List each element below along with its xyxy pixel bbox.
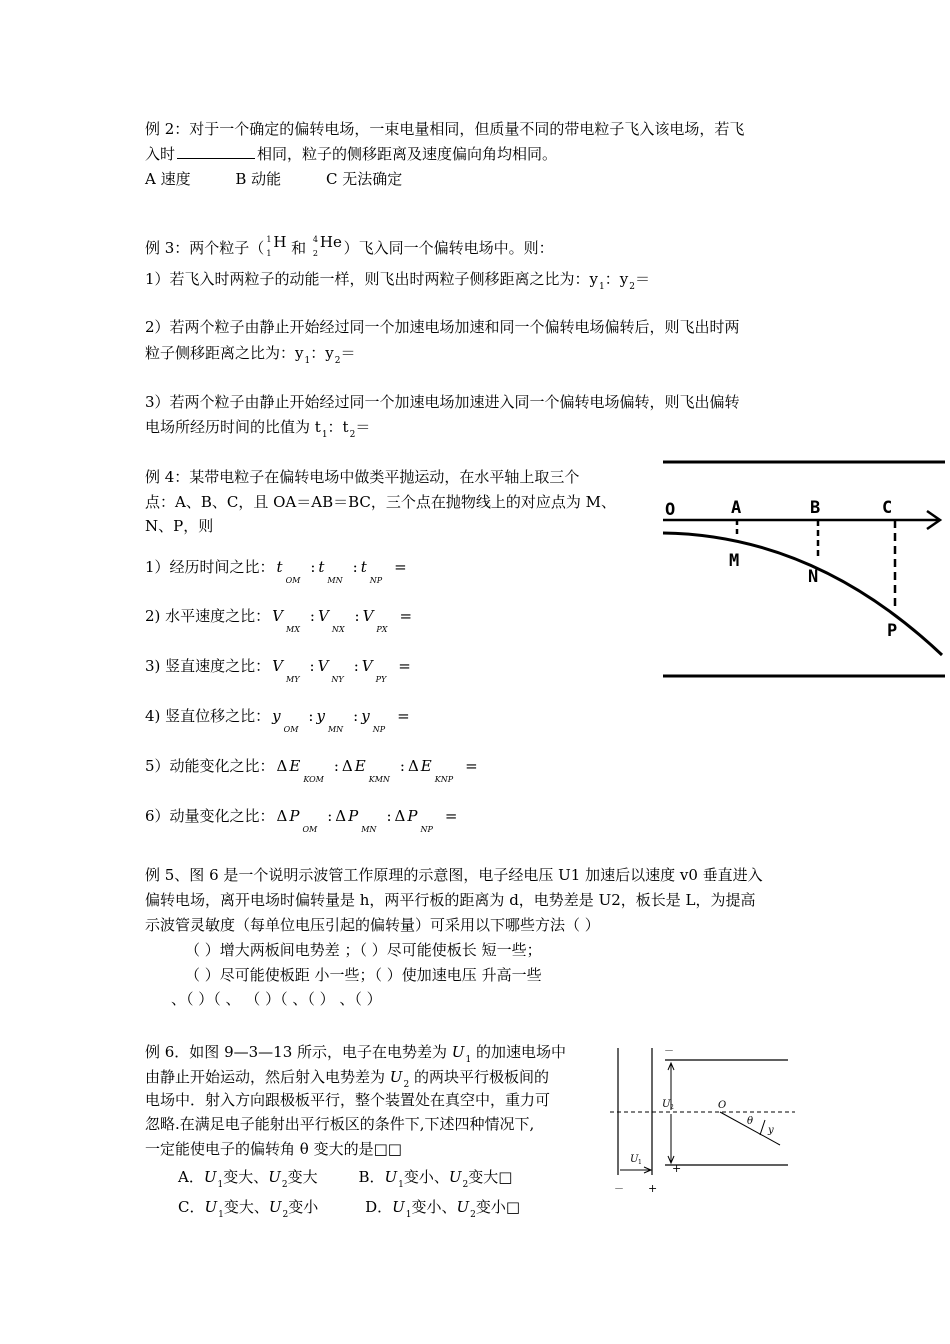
ratio-subscript: PY: [375, 675, 387, 684]
sub-2: 2: [403, 1080, 410, 1090]
ex2-line1: 例 2：对于一个确定的偏转电场，一束电量相同，但质量不同的带电粒子飞入该电场，若飞: [145, 120, 745, 138]
ex2-line2-pre: 入时: [145, 145, 176, 163]
sub-2: 2: [462, 1180, 469, 1190]
ex3-q3-text: 电场所经历时间的比值为 t: [145, 418, 321, 436]
ratio-label: 4) 竖直位移之比：: [145, 707, 271, 725]
sub-1: 1: [599, 282, 605, 292]
option-c-end: 变小: [288, 1198, 319, 1216]
option-d-label: D．: [365, 1198, 393, 1216]
ratio-symbol: P: [289, 807, 300, 825]
h-symbol: H: [273, 233, 287, 251]
ex6-line3: 电场中．射入方向跟极板平行，整个装置处在真空中，重力可: [145, 1091, 551, 1109]
oscilloscope-diagram: [610, 1040, 800, 1200]
plus-left: +: [648, 1182, 658, 1195]
ratio-colon: :: [309, 607, 315, 625]
sub-1: 1: [218, 1210, 224, 1220]
ratio-symbol: V: [362, 607, 374, 625]
ratio-equals: =: [399, 607, 413, 625]
ratio-symbol: P: [348, 807, 359, 825]
ratio-symbol: E: [289, 757, 301, 775]
ratio-subscript: KOM: [303, 775, 324, 784]
var-u: U: [203, 1168, 217, 1186]
sub-2: 2: [470, 1210, 476, 1220]
option-d-end: 变小□: [475, 1198, 521, 1216]
minus-left: －: [614, 1184, 624, 1195]
label-b: B: [810, 498, 821, 518]
ex2-options: [145, 168, 402, 190]
ex4-line2: 点：A、B、C，且 OA＝AB＝BC，三个点在抛物线上的对应点为 M、: [145, 493, 616, 511]
var-u: U: [392, 1198, 405, 1216]
ratio-subscript: MN: [327, 725, 344, 734]
parabola-diagram: [655, 455, 950, 685]
sub-2: 2: [334, 356, 341, 366]
ratio-subscript: NX: [331, 625, 345, 634]
ex3-q2-end: ＝: [340, 344, 356, 362]
ex3-q1-text: 1）若飞入时两粒子的动能一样，则飞出时两粒子侧移距离之比为：y: [145, 270, 599, 288]
ratio-subscript: PX: [376, 625, 388, 634]
ratio-subscript: MN: [361, 825, 377, 834]
ex2-option-a: A 速度: [145, 170, 191, 188]
sub-1: 1: [321, 430, 328, 440]
ratio-subscript: MX: [286, 625, 300, 634]
ratio-symbol: V: [272, 657, 284, 675]
ratio-label: 1）经历时间之比：: [145, 558, 275, 576]
ex3-q1: [145, 268, 650, 293]
sub-1: 1: [304, 356, 311, 366]
ex4-ratio-row: [145, 705, 412, 734]
ratio-symbol: y: [272, 707, 281, 725]
var-u: U: [268, 1168, 281, 1186]
ratio-colon: :: [399, 757, 405, 775]
label-u1: U: [630, 1154, 639, 1165]
ex3-q3-line2: [145, 416, 370, 441]
ratio-colon: :: [354, 607, 360, 625]
ratio-symbol: E: [420, 757, 432, 775]
ex2-line2: [145, 143, 557, 165]
y-offset-line: [760, 1120, 765, 1135]
option-c-mid: 变大、: [223, 1198, 269, 1216]
ex5-line6: 、（ ）（ 、 （ ）（ 、（ ） 、（ ）: [171, 990, 382, 1008]
ex3-q2-line2: [145, 342, 355, 367]
ex5-line1: 例 5、图 6 是一个说明示波管工作原理的示意图，电子经电压 U1 加速后以速度 v0 垂直进入: [145, 866, 763, 884]
label-p: P: [887, 621, 898, 641]
ex3-q2-line1: 2）若两个粒子由静止开始经过同一个加速电场加速和同一个偏转电场偏转后，则飞出时两: [145, 318, 740, 336]
option-d-mid: 变小、: [411, 1198, 457, 1216]
sub-1: 1: [398, 1180, 404, 1190]
ex4-line1: 例 4：某带电粒子在偏转电场中做类平抛运动，在水平轴上取三个: [145, 468, 580, 486]
plus-bottom: +: [672, 1162, 682, 1175]
ex3-q1-tail: ：y: [604, 270, 629, 288]
ex3-q3-line1: 3）若两个粒子由静止开始经过同一个加速电场加速进入同一个偏转电场偏转，则飞出偏转: [145, 393, 740, 411]
label-y: y: [768, 1125, 774, 1136]
ratio-equals: =: [398, 657, 411, 675]
ratio-colon: :: [309, 657, 315, 675]
he-atomic-number: 2: [312, 249, 318, 258]
sub-1: 1: [465, 1055, 472, 1065]
he-mass-number: 4: [312, 235, 318, 244]
ratio-subscript: OM: [285, 576, 301, 585]
ex2-option-c: C 无法确定: [325, 170, 403, 188]
label-c: C: [882, 498, 893, 518]
var-u: U: [204, 1198, 218, 1216]
ratio-symbol: P: [407, 807, 418, 825]
ratio-equals: =: [465, 757, 478, 775]
ex2-option-b: B 动能: [235, 170, 282, 188]
ex3-q1-end: ＝: [634, 270, 650, 288]
ex6-l2-post: 的两块平行极板间的: [409, 1068, 549, 1086]
delta-symbol: Δ: [335, 807, 347, 825]
var-u: U: [268, 1198, 282, 1216]
option-b-end: 变大□: [468, 1168, 513, 1186]
sub-1: 1: [405, 1210, 412, 1220]
ratio-label: 2) 水平速度之比：: [145, 607, 271, 625]
ex3-q3-end: ＝: [355, 418, 371, 436]
option-a-label: A．: [178, 1168, 204, 1186]
ratio-symbol: t: [360, 558, 367, 576]
ex3-q2-tail: ：y: [310, 344, 334, 362]
ex6-option-ab: [178, 1166, 512, 1191]
ex5-line3: 示波管灵敏度（每单位电压引起的偏转量）可采用以下哪些方法（ ）: [145, 916, 600, 934]
hydrogen-isotope: [264, 231, 287, 258]
ratio-colon: :: [308, 707, 314, 725]
ratio-colon: :: [386, 807, 392, 825]
ex6-l1-post: 的加速电场中: [471, 1043, 566, 1061]
ratio-subscript: OM: [302, 825, 318, 834]
delta-symbol: Δ: [407, 757, 419, 775]
delta-symbol: Δ: [276, 807, 288, 825]
h-mass-number: 1: [266, 235, 272, 244]
ratio-symbol: t: [318, 558, 325, 576]
label-m: M: [729, 551, 740, 571]
option-b-mid: 变小、: [403, 1168, 449, 1186]
option-a-end: 变大: [287, 1168, 318, 1186]
delta-symbol: Δ: [394, 807, 406, 825]
var-u: U: [451, 1043, 465, 1061]
label-u2: U: [662, 1099, 671, 1110]
sub-2: 2: [349, 430, 356, 440]
ratio-colon: :: [352, 558, 358, 576]
ratio-equals: =: [394, 558, 407, 576]
ex3-q2-text: 粒子侧移距离之比为：y: [145, 344, 304, 362]
option-c-label: C．: [178, 1198, 205, 1216]
label-o: O: [665, 500, 676, 520]
ex5-line5: （ ）尽可能使板距 小一些；（ ）使加速电压 升高一些: [185, 966, 542, 984]
ex4-ratio-row: [145, 605, 414, 634]
delta-symbol: Δ: [276, 757, 288, 775]
minus-top: －: [664, 1046, 674, 1057]
fill-blank: [177, 144, 255, 159]
ex4-line3: N、P，则: [145, 517, 214, 535]
var-u: U: [384, 1168, 398, 1186]
var-u: U: [389, 1068, 403, 1086]
helium-isotope: [311, 231, 342, 258]
ratio-subscript: NP: [420, 825, 433, 834]
ratio-label: 6）动量变化之比：: [145, 807, 275, 825]
ratio-subscript: MY: [286, 675, 300, 684]
ex3-intro: [145, 231, 554, 259]
ratio-colon: :: [353, 657, 359, 675]
ratio-colon: :: [310, 558, 316, 576]
ratio-symbol: V: [361, 657, 373, 675]
ratio-subscript: NP: [369, 576, 383, 585]
ex3-intro-post: ）飞入同一个偏转电场中。则：: [338, 239, 554, 257]
ex6-l2-pre: 由静止开始运动，然后射入电势差为: [145, 1068, 390, 1086]
ratio-colon: :: [353, 707, 359, 725]
ex5-line2: 偏转电场，离开电场时偏转量是 h，两平行板的距离为 d，电势差是 U2，板长是 L，为提高: [145, 891, 756, 909]
trajectory-curve: [663, 533, 942, 655]
label-u2-sub: 2: [670, 1104, 674, 1111]
var-u: U: [448, 1168, 462, 1186]
label-u1-sub: 1: [638, 1159, 642, 1166]
ratio-symbol: V: [272, 607, 284, 625]
delta-symbol: Δ: [341, 757, 353, 775]
ex4-ratio-row: [145, 755, 480, 784]
ex6-line5: 一定能使电子的偏转角 θ 变大的是□□: [145, 1140, 402, 1158]
ratio-equals: =: [444, 807, 458, 825]
sub-2: 2: [629, 282, 635, 292]
ex6-line4: 忽略.在满足电子能射出平行板区的条件下,下述四种情况下,: [145, 1115, 535, 1133]
ratio-equals: =: [397, 707, 410, 725]
ex2-line2-post: 相同，粒子的侧移距离及速度偏向角均相同。: [257, 145, 558, 163]
var-u: U: [456, 1198, 470, 1216]
label-n: N: [808, 567, 819, 587]
ex6-line2: [145, 1066, 549, 1091]
sub-2: 2: [281, 1180, 288, 1190]
ex3-intro-pre: 例 3：两个粒子（: [145, 239, 265, 257]
ex3-and: 和: [286, 239, 311, 257]
ratio-colon: :: [327, 807, 333, 825]
ratio-subscript: NP: [372, 725, 386, 734]
ratio-symbol: y: [361, 707, 370, 725]
ex3-q3-tail: ：t: [327, 418, 349, 436]
ratio-label: 3) 竖直速度之比：: [145, 657, 271, 675]
ratio-symbol: V: [317, 657, 329, 675]
ratio-symbol: E: [354, 757, 366, 775]
ratio-colon: :: [333, 757, 339, 775]
he-symbol: He: [319, 233, 342, 251]
ratio-label: 5）动能变化之比：: [145, 757, 275, 775]
ratio-subscript: OM: [283, 725, 299, 734]
ex5-line4: （ ）增大两板间电势差 ；（ ）尽可能使板长 短一些；: [185, 941, 542, 959]
ratio-subscript: KMN: [368, 775, 390, 784]
label-o: O: [718, 1100, 727, 1111]
ex6-option-cd: [178, 1196, 520, 1221]
ratio-symbol: t: [276, 558, 283, 576]
ratio-symbol: y: [316, 707, 325, 725]
ex6-l1-pre: 例 6．如图 9—3—13 所示，电子在电势差为: [145, 1043, 452, 1061]
label-a: A: [731, 498, 742, 518]
option-a-mid: 变大、: [223, 1168, 269, 1186]
option-b-label: B．: [358, 1168, 385, 1186]
label-theta: θ: [747, 1116, 754, 1127]
ex4-ratio-row: [145, 556, 409, 585]
sub-2: 2: [282, 1210, 289, 1220]
sub-1: 1: [217, 1180, 224, 1190]
ratio-subscript: KNP: [434, 775, 454, 784]
ratio-subscript: MN: [327, 576, 343, 585]
ratio-symbol: V: [317, 607, 329, 625]
ex6-line1: [145, 1041, 566, 1066]
h-atomic-number: 1: [266, 249, 272, 258]
ex4-ratio-row: [145, 655, 413, 684]
ex4-ratio-row: [145, 805, 459, 834]
ratio-subscript: NY: [331, 675, 344, 684]
